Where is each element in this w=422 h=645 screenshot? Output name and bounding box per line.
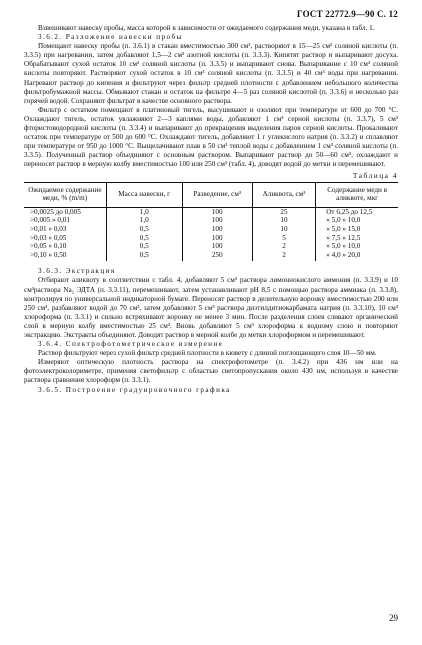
table-cell: » 5,0 » 10,0 (316, 242, 398, 251)
section-3-6-4-paragraph-2: Измеряют оптическую плотность раствора на спектрофотометре (п. 3.4.2) при 436 нм или на фотоэлектроколориметре, применяя светофильтр с областью светопропускания около 430 нм, используя в качестве раствора сравнения хлороформ (п. 3.3.1). (24, 358, 398, 385)
section-3-6-4-paragraph-1: Раствор фильтруют через сухой фильтр средней плотности в кювету с длиной поглощающего слоя 10—50 мм. (38, 349, 377, 358)
section-3-6-2-paragraph-1: Помещают навеску пробы (п. 3.6.1) в стакан вместимостью 300 см³, растворяют в 15—25 см³ соляной кислоты (п. 3.3.5) при нагревании, затем добавляют 1,5—2 см³ азотной кислоты (п. 3.3.3). Кипятят раствор и выпаривают досуха. Обрабатывают сухой остаток 10 см³ соляной кислоты (п. 3.3.5) и выпаривают снова. Выпаривание с 10 см³ соляной кислоты повторяют. Растворяют сухой остаток в 10 см³ соляной кислоты (п. 3.3.5) и 40 см³ воды при нагревании. Нагревают раствор до кипения и фильтруют через фильтр средней плотности с добавлением небольшого количества фильтробумажной массы. Обмывают стакан и остаток на фильтре 4—5 раз соляной кислотой (п. 3.3.6) и несколько раз горячей водой. Сохраняют фильтрат в качестве основного раствора. (24, 42, 398, 105)
table-cell: » 5,0 » 10,0 (316, 216, 398, 225)
table-row (24, 216, 398, 225)
table-cell: » 4,0 » 20,0 (316, 251, 398, 262)
table-cell: 100 (182, 234, 252, 243)
table-header-cell: Содержание меди в аликвоте, мкг (316, 182, 398, 207)
table-cell: 10 (252, 216, 315, 225)
table-cell: 100 (182, 207, 252, 216)
section-3-6-5-title: 3.6.5. Построение градуировочного графика (38, 385, 231, 394)
table-cell: 100 (182, 225, 252, 234)
table-header-cell: Ожидаемое содержание меди, % (m/m) (24, 182, 106, 207)
section-3-6-2-title: 3.6.2. Разложение навески пробы (38, 33, 183, 42)
table-header-row (24, 182, 398, 207)
table-row (24, 207, 398, 216)
table-cell: 2 (252, 242, 315, 251)
table-row (24, 242, 398, 251)
table-cell: 1,0 (106, 207, 182, 216)
section-3-6-2-paragraph-2: Фильтр с остатком помещают в платиновый тигель, высушивают и озоляют при температуре от 600 до 700 °С. Охлаждают тигель, остаток увлажняют 2—3 каплями воды, добавляют 1 см³ серной кислоты (п. 3.3.7), 5 см³ фтористоводородной кислоты (п. 3.3.4) и выпаривают до прекращения выделения паров серной кислоты. Прокаливают остаток при температуре от 500 до 600 °С. Охлаждают тигель, добавляют 1 г углекислого натрия (п. 3.3.2) и сплавляют при температуре от 950 до 1000 °С. Выщелачивают плав в 50 см³ теплой воды с добавлением 1 см³ соляной кислоты (п. 3.3.5). Полученный раствор объединяют с основным раствором. Выпаривают раствор до 50—60 см³, охлаждают и переносят раствор в мерную колбу вместимостью 100 или 250 см³ (табл. 4), доводят водой до метки и перемешивают. (24, 105, 398, 169)
table-cell: 0,5 (106, 242, 182, 251)
section-3-6-3-title: 3.6.3. Экстракция (38, 267, 116, 276)
table-cell: 250 (182, 251, 252, 262)
table-cell: 100 (182, 216, 252, 225)
table-cell: 10 (252, 225, 315, 234)
table-row (24, 234, 398, 243)
table-row (24, 225, 398, 234)
table-cell: 0,5 (106, 225, 182, 234)
page-header: ГОСТ 22772.9—90 С. 12 (296, 9, 398, 19)
table-cell: >0,005 » 0,01 (30, 216, 70, 225)
table-cell: 25 (252, 207, 315, 216)
table-cell: >0,0025 до 0,005 (30, 207, 81, 216)
table-cell: >0,10 » 0,50 (30, 250, 67, 259)
table-cell: >0,01 » 0,03 (30, 224, 67, 233)
table-cell: » 5,0 » 15,0 (316, 225, 398, 234)
table-header-cell: Разведение, см³ (182, 182, 252, 207)
section-3-6-4-title: 3.6.4. Спектрофотометрическое измерение (38, 340, 224, 349)
table-cell: » 7,5 » 12,5 (316, 234, 398, 243)
page-number: 29 (389, 613, 398, 623)
table-cell: >0,05 » 0,10 (30, 242, 67, 251)
section-3-6-3-paragraph-1: Отбирают аликвоту в соответствии с табл. 4, добавляют 5 см³ раствора лимоннокислого аммония (п. 3.3.9) и 10 см³раствора Na₂ ЭДТА (п. 3.3.11), перемешивают, затем устанавливают рН 8,5 с помощью раствора аммиака (п. 3.3.8), контролируя по универсальной индикаторной бумаге. Переносят раствор в делительную воронку вместимостью 200 или 250 см³, разбавляют водой до 70 см³, затем добавляют 5 см³ раствора диэтилдитиокарбамата натрия (п. 3.3.10), 10 см³ хлороформа (п. 3.3.1) и сильно встряхивают воронку не менее 3 мин. После разделения слоев сливают органический слой в мерную колбу вместимостью 25 см³. Вновь добавляют 5 см³ хлороформа к водному слою и повторяют экстракцию. Экстракты объединяют. Доводят раствор в мерной колбе до метки хлороформом и перемешивают. (24, 276, 398, 339)
table-header-cell: Аликвота, см³ (252, 182, 315, 207)
document-body (24, 24, 398, 395)
intro-paragraph: Взвешивают навеску пробы, масса которой в зависимости от ожидаемого содержания меди, указана в табл. 1. (38, 24, 375, 32)
table-cell: 0,5 (106, 251, 182, 262)
table-cell: 5 (252, 234, 315, 243)
table-cell: 2 (252, 251, 315, 262)
table-cell: 1,0 (106, 216, 182, 225)
table-header-cell: Масса навески, г (106, 182, 182, 207)
table-4 (24, 182, 398, 262)
table-cell: >0,03 » 0,05 (30, 233, 67, 242)
table-cell: 100 (182, 242, 252, 251)
table-row (24, 251, 398, 262)
table-cell: От 6,25 до 12,5 (316, 207, 398, 216)
table-caption: Таблица 4 (352, 170, 398, 180)
table-cell: 0,5 (106, 234, 182, 243)
